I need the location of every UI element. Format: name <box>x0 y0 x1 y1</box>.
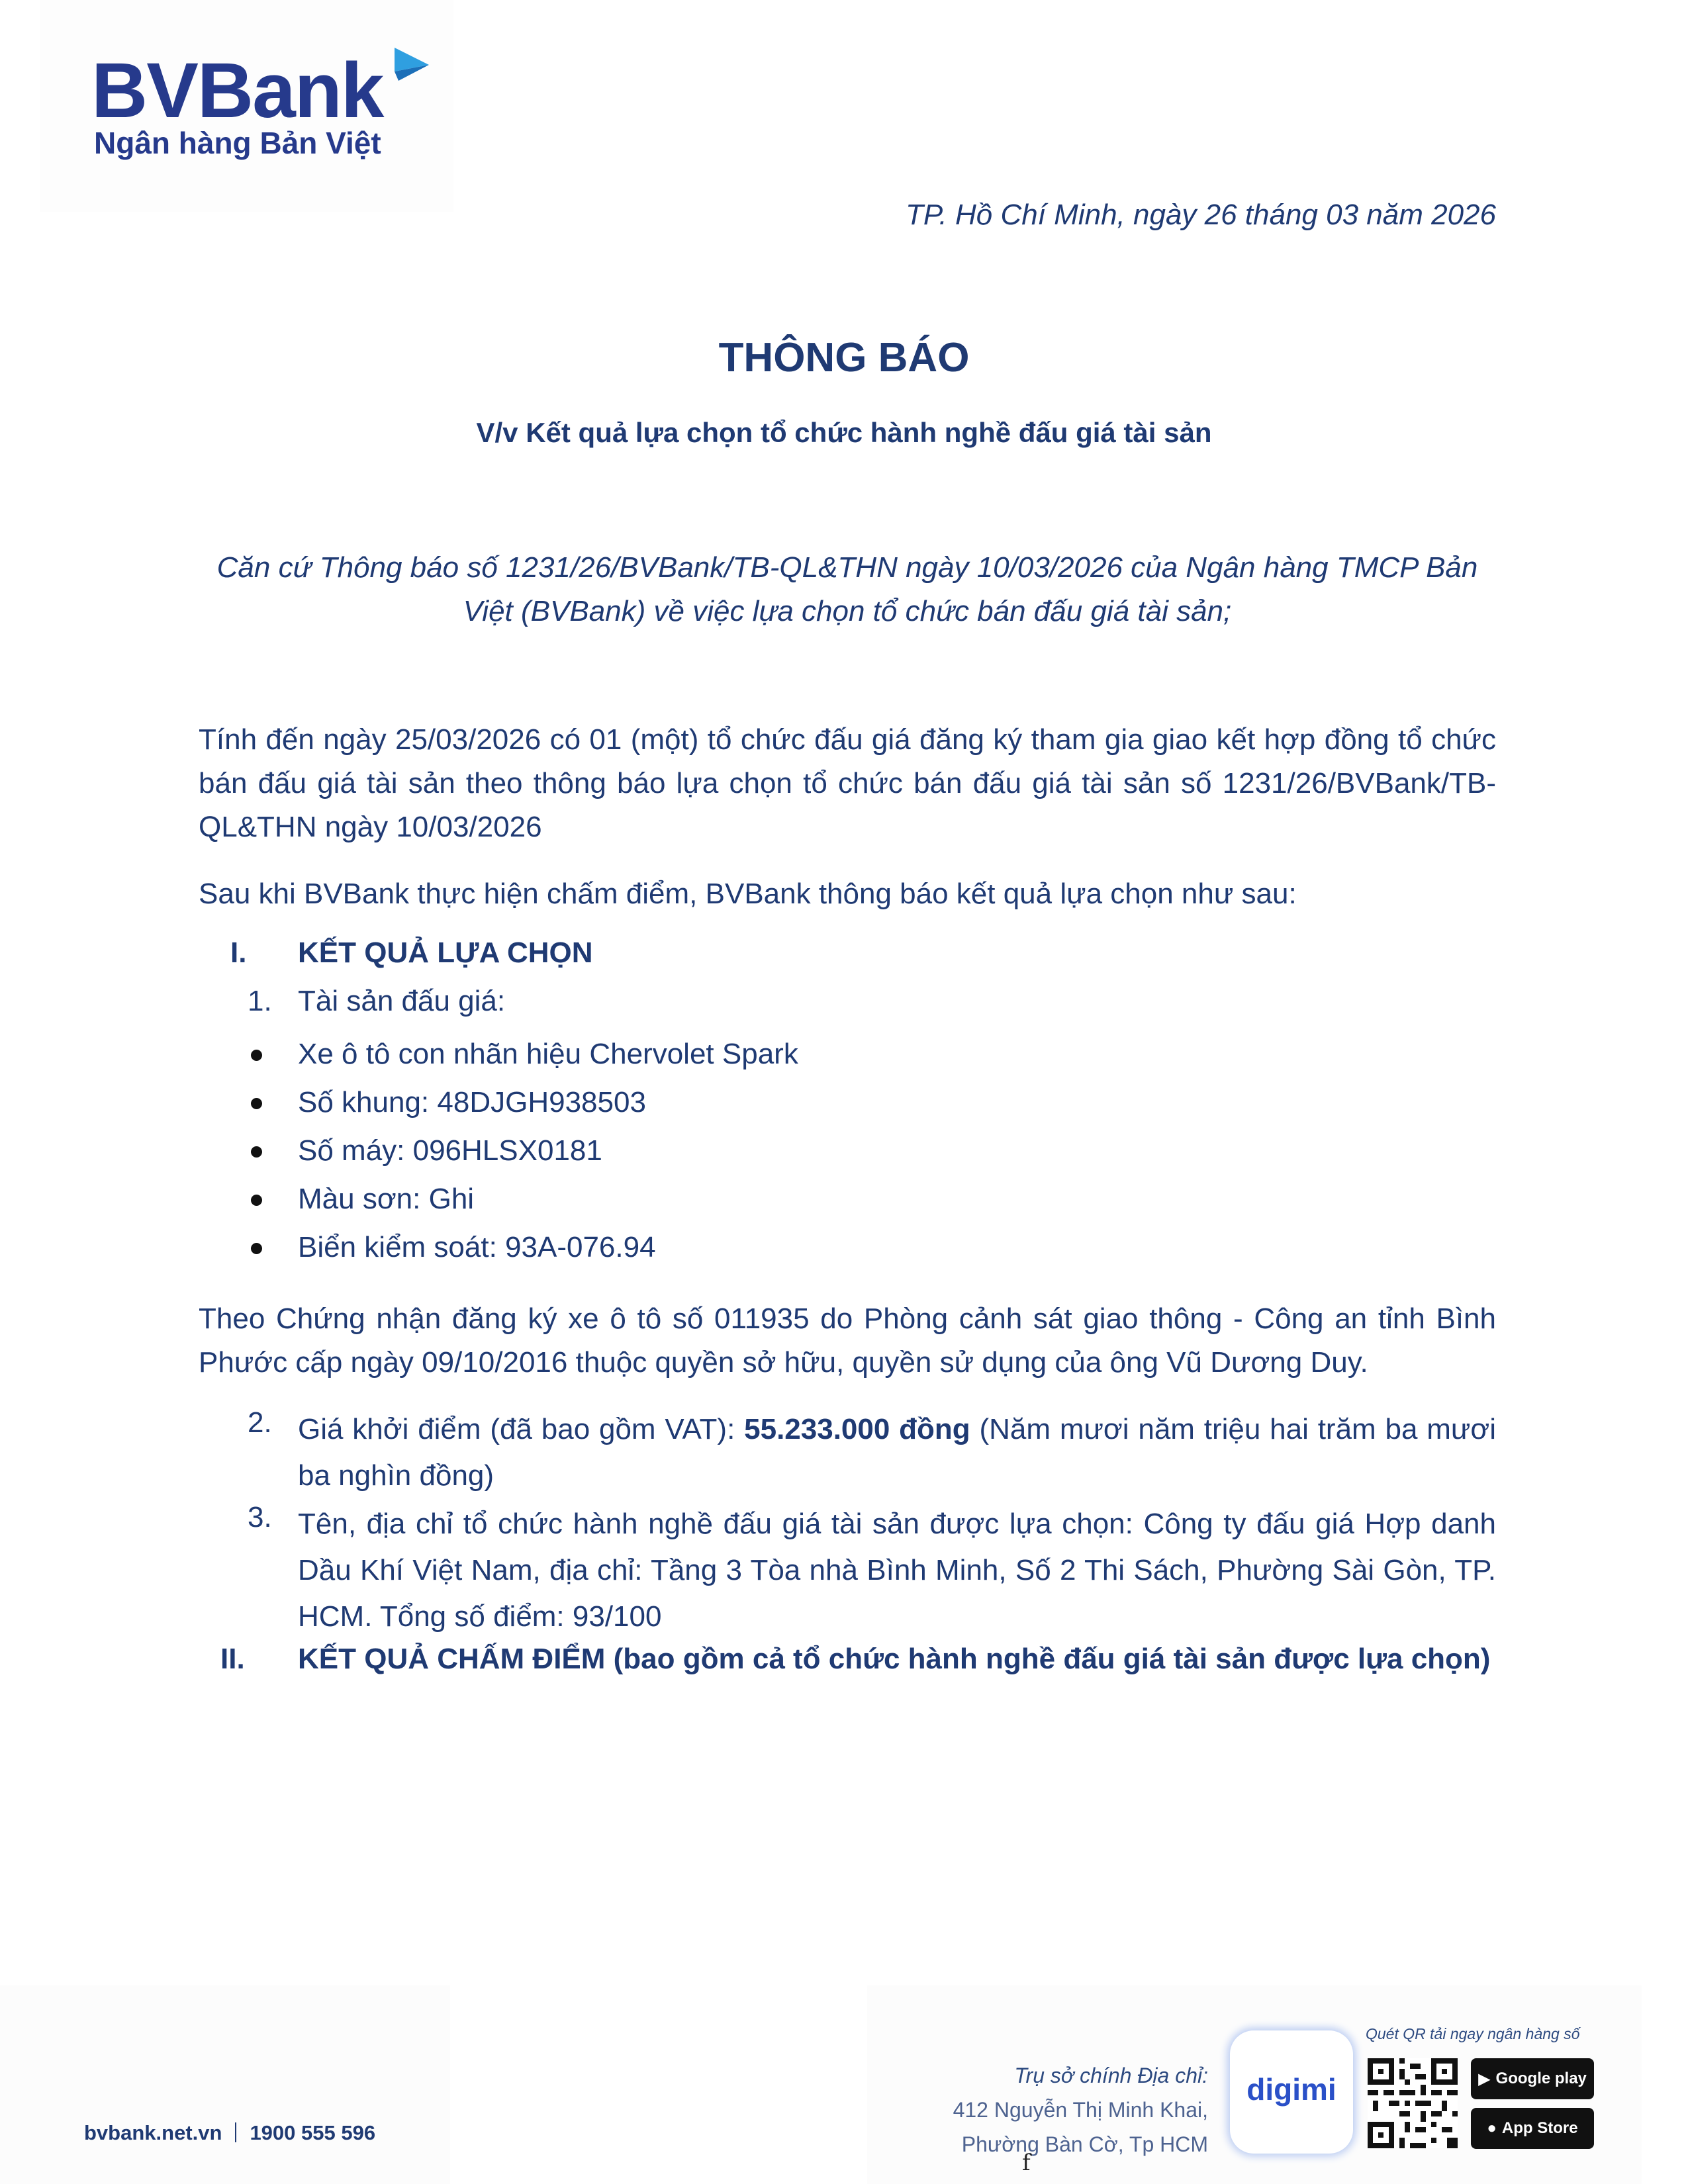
list-item: Số khung: 48DJGH938503 <box>245 1081 798 1129</box>
bvbank-logo-wordmark: BVBank <box>91 47 383 134</box>
footer-left-panel <box>0 1985 450 2184</box>
item-3-selected-organization: Tên, địa chỉ tổ chức hành nghề đấu giá tài sản được lựa chọn: Công ty đấu giá Hợp danh Dầu Khí Việt Nam, địa chỉ: Tầng 3 Tòa nhà Bình Minh, Số 2 Thi Sách, Phường Sài Gòn, TP. HCM. Tổng số điểm: 93/100 <box>298 1508 1496 1633</box>
section-1-title: KẾT QUẢ LỰA CHỌN <box>298 936 593 969</box>
section-1-number: I. <box>230 936 247 969</box>
document-date: TP. Hồ Chí Minh, ngày 26 tháng 03 năm 2026 <box>906 199 1496 231</box>
page-mark: f <box>1022 2150 1031 2176</box>
list-item: Xe ô tô con nhãn hiệu Chervolet Spark <box>245 1032 798 1081</box>
bullet-icon <box>251 1146 262 1158</box>
item-2-number: 2. <box>248 1406 272 1439</box>
divider <box>235 2122 236 2142</box>
asset-list <box>245 1032 798 1274</box>
document-title: THÔNG BÁO <box>718 335 970 381</box>
list-item: Màu sơn: Ghi <box>245 1177 798 1226</box>
bullet-icon <box>251 1050 262 1061</box>
digimi-app-name: digimi <box>1246 2072 1336 2107</box>
website-link[interactable]: bvbank.net.vn <box>84 2121 222 2144</box>
qr-code-icon <box>1368 2058 1458 2148</box>
list-item: Số máy: 096HLSX0181 <box>245 1129 798 1177</box>
hotline: 1900 555 596 <box>250 2121 376 2144</box>
bvbank-logo-tagline: Ngân hàng Bản Việt <box>94 126 381 160</box>
section-2-number: II. <box>220 1643 245 1675</box>
paragraph-registration: Tính đến ngày 25/03/2026 có 01 (một) tổ chức đấu giá đăng ký tham gia giao kết hợp đồng tổ chức bán đấu giá tài sản theo thông báo lựa chọn tổ chức bán đấu giá tài sản số 1231/26/BVBank/TB-QL&THN ngày 10/03/2026 <box>199 723 1496 843</box>
list-item: Biển kiểm soát: 93A-076.94 <box>245 1226 798 1274</box>
play-icon: ▶ <box>1478 2070 1491 2088</box>
section-2-title: KẾT QUẢ CHẤM ĐIỂM (bao gồm cả tổ chức hành nghề đấu giá tài sản được lựa chọn) <box>298 1643 1491 1675</box>
bullet-icon <box>251 1098 262 1109</box>
headquarters-label: Trụ sở chính Địa chỉ: <box>1014 2064 1208 2087</box>
app-store-button[interactable]: ● App Store <box>1471 2108 1594 2149</box>
starting-price-amount: 55.233.000 đồng <box>744 1413 970 1445</box>
item-1-number: 1. <box>248 985 272 1017</box>
footer-contact <box>84 2121 375 2145</box>
logo-flag-icon <box>392 45 432 85</box>
apple-icon: ● <box>1487 2119 1497 2137</box>
qr-caption: Quét QR tải ngay ngân hàng số <box>1366 2025 1580 2042</box>
paragraph-announcement: Sau khi BVBank thực hiện chấm điểm, BVBank thông báo kết quả lựa chọn như sau: <box>199 878 1297 910</box>
item-2-starting-price: Giá khởi điểm (đã bao gồm VAT): 55.233.000 đồng (Năm mươi năm triệu hai trăm ba mươi ba nghìn đồng) <box>298 1413 1496 1492</box>
paragraph-vehicle-registration: Theo Chứng nhận đăng ký xe ô tô số 011935 do Phòng cảnh sát giao thông - Công an tỉnh Bình Phước cấp ngày 09/10/2016 thuộc quyền sở hữu, quyền sử dụng của ông Vũ Dương Duy. <box>199 1302 1496 1379</box>
bullet-icon <box>251 1195 262 1206</box>
item-3-number: 3. <box>248 1501 272 1533</box>
legal-basis: Căn cứ Thông báo số 1231/26/BVBank/TB-QL&THN ngày 10/03/2026 của Ngân hàng TMCP Bản Việt (BVBank) về việc lựa chọn tổ chức bán đấu giá tài sản; <box>216 551 1478 627</box>
document-subtitle: V/v Kết quả lựa chọn tổ chức hành nghề đấu giá tài sản <box>476 417 1212 448</box>
headquarters-address-line-2: Phường Bàn Cờ, Tp HCM <box>961 2132 1208 2156</box>
bullet-icon <box>251 1243 262 1254</box>
headquarters-address-line-1: 412 Nguyễn Thị Minh Khai, <box>953 2098 1208 2122</box>
google-play-button[interactable]: ▶ Google play <box>1471 2058 1594 2099</box>
item-1-text: Tài sản đấu giá: <box>298 985 506 1017</box>
